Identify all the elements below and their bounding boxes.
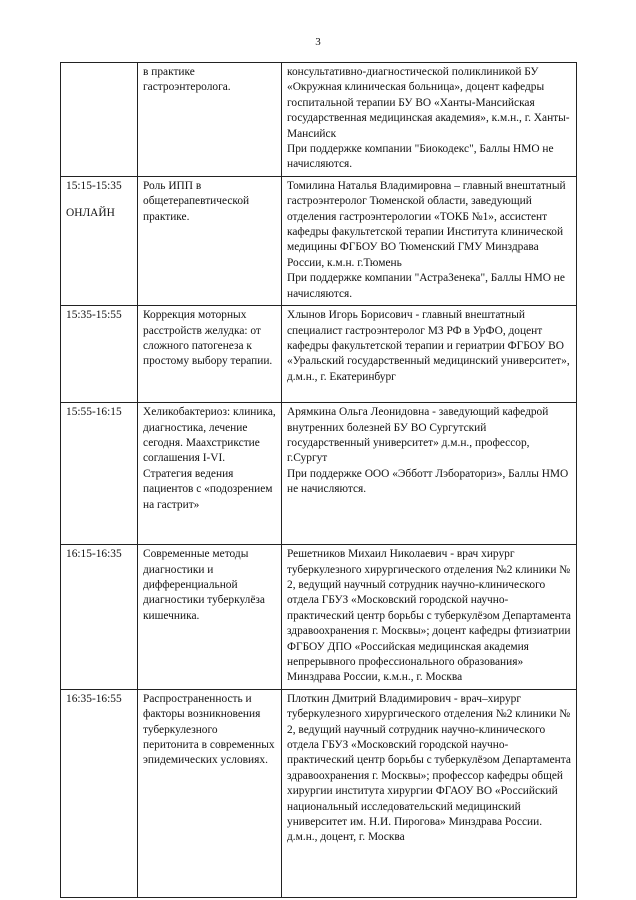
topic-cell: Коррекция моторных расстройств желудка: от сложного патогенеза к простому выбору терапии. (138, 306, 282, 403)
time-cell (61, 306, 138, 403)
topic-cell: Хеликобактериоз: клиника, диагностика, лечение сегодня. Маахстрикстие соглашения I-VI. Стратегия ведения пациентов с «подозрением на гастрит» (138, 403, 282, 545)
speaker-info (287, 547, 571, 686)
table-row (61, 545, 577, 690)
speaker-cell (282, 306, 577, 403)
topic-cell: Современные методы диагностики и дифференциальной диагностики туберкулёза кишечника. (138, 545, 282, 690)
speaker-cell (282, 63, 577, 177)
table-row (61, 176, 577, 305)
speaker-info: Хлынов Игорь Борисович - главный внештатный специалист гастроэнтеролог МЗ РФ в УрФО, доцент кафедры факультетской терапии и гериатрии ФГБОУ ВО «Уральский государственный медицинский университет», д.м.н., г. Екатеринбург (287, 309, 570, 383)
speaker-cell (282, 176, 577, 305)
speaker-info: Томилина Наталья Владимировна – главный внештатный гастроэнтеролог Тюменской области, заведующий отделения гастроэнтерологии «ТОКБ №1», ассистент кафедры факультетской терапии Института клинической медицины ФГБОУ ВО Тюменский ГМУ Минздрава России, к.м.н. г.Тюмень (287, 179, 566, 269)
time-cell (61, 63, 138, 177)
speaker-info: Арямкина Ольга Леонидовна - заведующий кафедрой внутренних болезней БУ ВО Сургутский государственный университет» д.м.н., профессор, г.Сургут (287, 406, 549, 465)
speaker-name: Решетников Михаил Николаевич - (287, 548, 457, 561)
table-row (61, 63, 577, 177)
time-range: 15:35-15:55 (66, 309, 122, 322)
time-cell (61, 403, 138, 545)
speaker-cell (282, 545, 577, 690)
time-range: 15:55-16:15 (66, 406, 122, 419)
program-table (60, 62, 577, 898)
time-cell (61, 689, 138, 897)
table-row (61, 403, 577, 545)
table-row (61, 306, 577, 403)
topic-cell: Роль ИПП в общетерапевтической практике. (138, 176, 282, 305)
speaker-cell (282, 403, 577, 545)
topic-cell: в практике гастроэнтеролога. (138, 63, 282, 177)
sponsor-note: При поддержке компании "АстраЗенека", Баллы НМО не начисляются. (287, 272, 565, 300)
time-cell (61, 176, 138, 305)
sponsor-note: При поддержке компании "Биокодекс", Баллы НМО не начисляются. (287, 143, 554, 171)
sponsor-note: При поддержке ООО «Эбботт Лэбораториз», Баллы НМО не начисляются. (287, 467, 569, 496)
speaker-info: Плоткин Дмитрий Владимирович - врач–хирург туберкулезного хирургического отделения №2 клиники № 2, ведущий научный сотрудник научно-клинического отдела ГБУЗ «Московский городской научно-практический центр борьбы с туберкулёзом Департамента здравоохранения г. Москвы»; профессор кафедры общей хирургии института хирургии ФГАОУ ВО «Российский национальный исследовательский медицинский университет им. Н.И. Пирогова» Минздрава России. д.м.н., доцент, г. Москва (287, 692, 571, 844)
time-range: 16:35-16:55 (66, 692, 122, 705)
time-range: 15:15-15:35 (66, 179, 122, 192)
table-row (61, 689, 577, 897)
time-range: 16:15-16:35 (66, 548, 122, 561)
speaker-info: консультативно-диагностической поликлиникой БУ «Окружная клиническая больница», доцент кафедры госпитальной терапии БУ ВО «Ханты-Мансийская государственная медицинская академия», к.м.н., г. Ханты-Мансийск (287, 66, 570, 140)
page-number: 3 (315, 36, 321, 48)
topic-cell: Распространенность и факторы возникновения туберкулезного перитонита в современных эпидемических условиях. (138, 689, 282, 897)
speaker-cell (282, 689, 577, 897)
format-badge: ОНЛАЙН (66, 207, 115, 220)
speaker-details: врач хирург туберкулезного хирургического отделения №2 клиники № 2, ведущий научный сотрудник научно-клинического отдела ГБУЗ «Московский городской научно-практический центр борьбы с туберкулёзом Департамента здравоохранения г. Москвы»; доцент кафедры фтизиатрии ФГБОУ ДПО «Российская медицинская академия непрерывного профессионального образования» Минздрава России, к.м.н., г. Москва (287, 548, 571, 684)
time-cell (61, 545, 138, 690)
